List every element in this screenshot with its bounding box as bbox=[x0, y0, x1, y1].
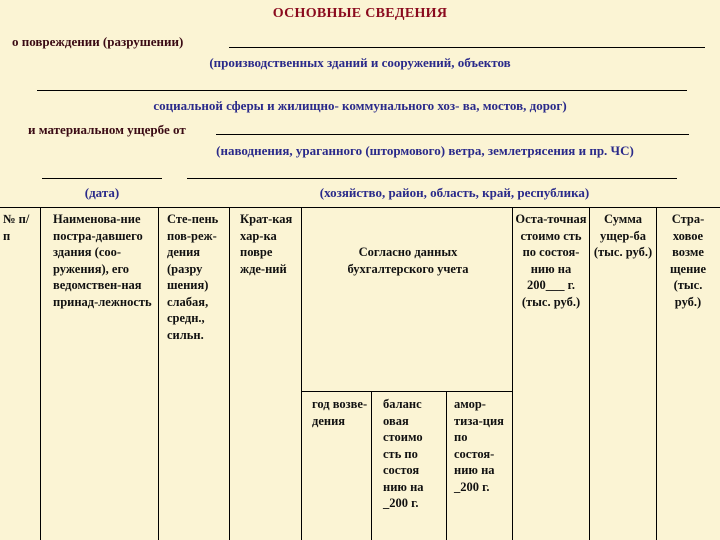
header-number: № п/ п bbox=[3, 212, 30, 243]
col-divider bbox=[40, 207, 41, 540]
header-damage-sum: Сумма ущер-ба (тыс. руб.) bbox=[593, 212, 653, 259]
col-divider bbox=[229, 207, 230, 540]
header-accounting: Согласно данных бухгалтерского учета bbox=[347, 245, 469, 276]
place-fill-line[interactable] bbox=[187, 178, 677, 179]
subheader-amortization: амор-тиза-ция по состоя-нию на _200 г. bbox=[454, 397, 504, 494]
col-divider bbox=[301, 207, 302, 540]
header-building-name: Наименова-ние постра-давшего здания (соо-ружения), его ведомствен-ная принад-лежность bbox=[53, 212, 152, 309]
subheader-balance-value: баланс овая стоимо сть по состоя нию на _200 г. bbox=[383, 397, 424, 510]
objects-caption: (производственных зданий и сооружений, объектов bbox=[209, 55, 511, 70]
accounting-subheader-border bbox=[301, 391, 512, 392]
subcol-divider bbox=[446, 391, 447, 540]
col-divider bbox=[656, 207, 657, 540]
damage-fill-line[interactable] bbox=[229, 47, 705, 48]
table-top-border bbox=[0, 207, 720, 208]
social-sphere-caption: социальной сферы и жилищно- коммунального хоз- ва, мостов, дорог) bbox=[153, 98, 567, 113]
objects-fill-line[interactable] bbox=[37, 90, 687, 91]
disaster-fill-line[interactable] bbox=[216, 134, 689, 135]
disaster-caption: (наводнения, ураганного (штормового) ветра, землетрясения и пр. ЧС) bbox=[216, 143, 634, 158]
place-caption: (хозяйство, район, область, край, республика) bbox=[319, 185, 590, 200]
material-damage-label: и материальном ущербе от bbox=[28, 122, 186, 137]
date-fill-line[interactable] bbox=[42, 178, 162, 179]
date-caption: (дата) bbox=[84, 185, 120, 200]
header-residual-value: Оста-точная стоимо сть по состоя-нию на 200___ г. (тыс. руб.) bbox=[515, 212, 587, 309]
header-insurance: Стра-ховое возме щение (тыс. руб.) bbox=[669, 212, 707, 309]
col-divider bbox=[158, 207, 159, 540]
header-damage-degree: Сте-пень пов-реж-дения (разру шения) слабая, средн., сильн. bbox=[167, 212, 219, 342]
col-divider bbox=[512, 207, 513, 540]
page-title: ОСНОВНЫЕ СВЕДЕНИЯ bbox=[272, 6, 448, 21]
damage-label: о повреждении (разрушении) bbox=[12, 34, 184, 49]
col-divider bbox=[589, 207, 590, 540]
subheader-construction-year: год возве-дения bbox=[312, 397, 368, 428]
header-brief-description: Крат-кая хар-ка повре жде-ний bbox=[240, 212, 293, 276]
subcol-divider bbox=[371, 391, 372, 540]
